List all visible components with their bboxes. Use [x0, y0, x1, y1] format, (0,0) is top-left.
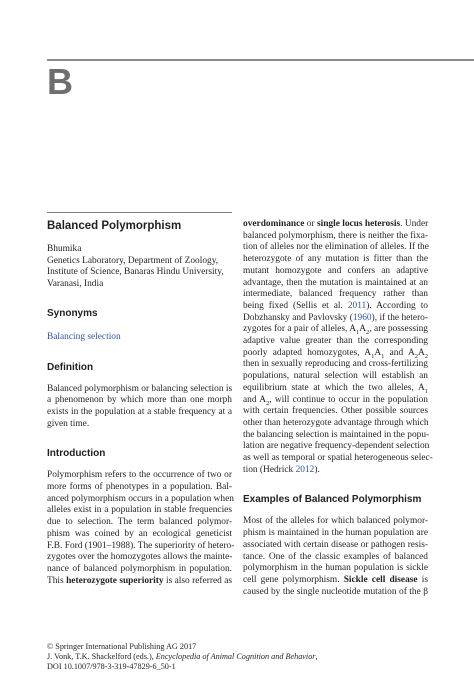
text-line: intermediate, balanced frequency rather than [243, 289, 428, 300]
text-line: phism is maintained in the human population are [243, 528, 428, 539]
page-footer [47, 642, 347, 673]
citation-link[interactable]: 2011 [347, 300, 367, 311]
synonyms-heading: Synonyms [47, 307, 98, 319]
text-line: anced polymorphism occurs in a population when [47, 493, 234, 504]
text-line: Balanced polymorphism or balancing selection is [47, 383, 233, 394]
text-line: poorly adapted homozygotes, $A_1A_1$ and $A_2A_2$ [243, 347, 428, 360]
left-column [47, 212, 235, 587]
bold-term: Sickle cell disease [343, 574, 418, 585]
text-line: exists in the population at a stable frequency at a [47, 406, 232, 417]
text-line: given time. [47, 418, 90, 429]
text-line: Most of the alleles for which balanced polymor- [243, 516, 428, 527]
text-line: as well as temporal or spatial heterogeneous selec- [243, 453, 433, 464]
definition-heading: Definition [47, 361, 94, 373]
text-line: balanced polymorphism, there is neither the fixa- [243, 230, 428, 241]
text-line: cell gene polymorphism. Sickle cell disease is [243, 574, 428, 585]
bold-term: overdominance [243, 219, 305, 229]
introduction-heading: Introduction [47, 448, 106, 460]
synonym-link[interactable]: Balancing selection [47, 331, 121, 342]
text-line: lation are negative frequency-dependent selection [243, 441, 430, 452]
text-line: adaptive value greater than the corresponding [243, 336, 428, 347]
author-name: Bhumika [47, 244, 82, 254]
bold-term: single locus heterosis [316, 219, 401, 229]
definition-text [47, 384, 232, 431]
text-line: caused by the single nucleotide mutation of the β [243, 586, 428, 597]
text-line: advantage, then the mutation is maintained at an [243, 277, 428, 288]
examples-text [243, 516, 428, 598]
text-line: then in sexually reproducing and cross-fertilizing [243, 359, 428, 370]
text-line: polymorphism in the human population is sickle [243, 563, 428, 574]
citation-link[interactable]: 2012 [295, 464, 315, 475]
examples-heading: Examples of Balanced Polymorphism [243, 494, 422, 506]
author-block [47, 244, 232, 291]
text-line: due to selection. The term balanced polymor- [47, 517, 232, 528]
text-line: F.B. Ford (1901–1988). The superiority of hetero- [47, 540, 235, 551]
introduction-text [47, 470, 235, 587]
text-line: more forms of phenotypes in a population. Bal- [47, 482, 232, 493]
text-line: overdominance or single locus heterosis. Under [243, 219, 429, 229]
citation-link[interactable]: 1960 [352, 312, 372, 323]
text-line: nance of balanced polymorphism in population. [47, 563, 232, 574]
copyright-line: © Springer International Publishing AG 2017 [47, 642, 197, 651]
text-line: with certain frequencies. Other possible sources [243, 406, 428, 417]
text-line: phism was coined by an ecological geneticist [47, 528, 232, 539]
text-line: a phenomenon by which more than one morph [47, 395, 232, 406]
text-line: zygotes over the homozygotes allows the mainte- [47, 552, 233, 563]
text-line: populations, natural selection will establish an [243, 371, 428, 382]
bold-term: heterozygote superiority [66, 575, 164, 586]
text-line: tance. One of the classic examples of balanced [243, 551, 428, 562]
book-title: Encyclopedia of Animal Cognition and Behavior [155, 652, 316, 662]
affiliation-line: Institute of Science, Banaras Hindu University, [47, 267, 224, 278]
text-line: being fixed (Sellis et al. 2011). According to [243, 300, 428, 311]
text-line: tion of alleles nor the elimination of alleles. If the [243, 242, 429, 253]
section-letter: B [47, 61, 73, 102]
text-line: mutant homozygote and confers an adaptive [243, 265, 428, 276]
text-line: alleles exist in a population in stable frequencies [47, 505, 232, 516]
header-rule [47, 59, 474, 61]
entry-title: Balanced Polymorphism [47, 220, 182, 232]
text-line: associated with certain disease or pathogen resis- [243, 539, 428, 550]
text-line: Dobzhansky and Pavlovsky (1960), if the hetero- [243, 312, 428, 323]
doi-line: DOI 10.1007/978-3-319-47829-6_50-1 [47, 662, 176, 672]
text-line: This heterozygote superiority is also referred as [47, 575, 233, 586]
text-line: zygotes for a pair of alleles, $A_1A_2$, are possessing [243, 324, 428, 337]
text-line: heterozygote of any mutation is fitter than the [243, 254, 428, 265]
affiliation-line: Varanasi, India [47, 279, 104, 290]
citation-line: J. Vonk, T.K. Shackelford (eds.), Encyclopedia of Animal Cognition and Behavior, [47, 652, 318, 662]
text-line: Polymorphism refers to the occurrence of two or [47, 470, 232, 481]
right-column [243, 219, 433, 598]
text-line: tion (Hedrick 2012). [243, 464, 320, 475]
text-line: other than heterozygote advantage through which [243, 417, 429, 428]
text-line: equilibrium state at which the two alleles, $A_1$ [243, 382, 428, 395]
affiliation-line: Genetics Laboratory, Department of Zoology, [47, 255, 219, 266]
text-line: the balancing selection is maintained in the popu- [243, 429, 430, 440]
text-line: and $A_2$, will continue to occur in the population [243, 394, 428, 407]
title-rule [47, 212, 232, 213]
